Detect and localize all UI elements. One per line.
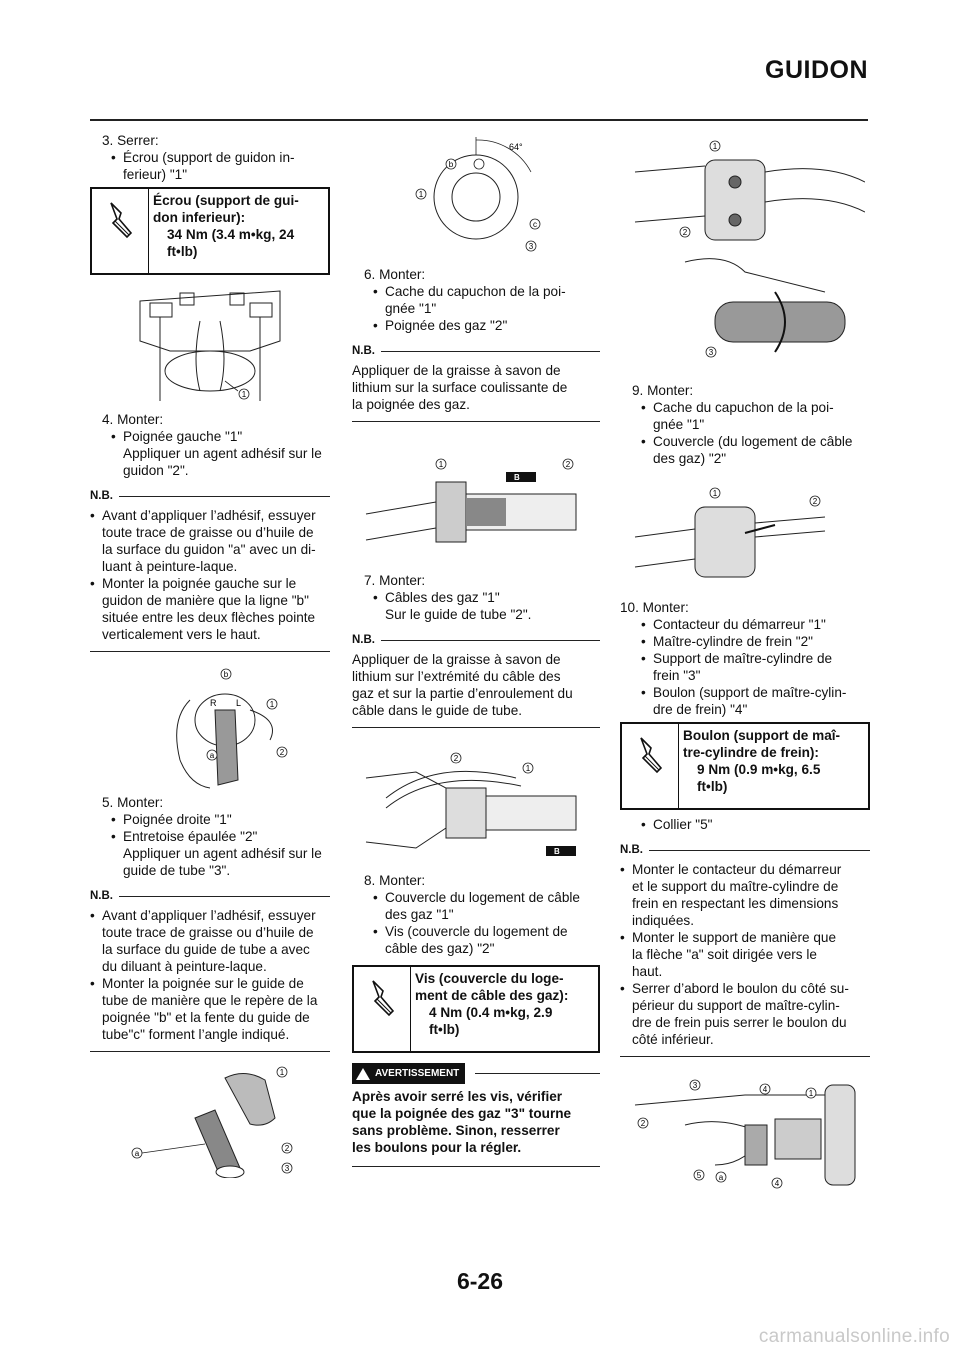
figure-cable-housing <box>625 132 865 252</box>
callout-1: 1 <box>241 390 247 399</box>
mark-l: L <box>236 698 242 708</box>
callout-2: 2 <box>640 1119 646 1128</box>
torque-wrench-icon <box>103 199 137 241</box>
callout-2: 2 <box>812 497 818 506</box>
warning-header <box>352 1063 600 1084</box>
step-10-bullet-3: • Support de maître-cylindre de frein "3" <box>632 650 870 684</box>
callout-a: a <box>134 1149 140 1158</box>
callout-2: 2 <box>565 460 571 469</box>
note-1: N.B. • Avant d’appliquer l’adhésif, essuyer toute trace de graisse ou d’huile de la surface du guidon "a" avec un di- luant à peinture-laque. • Monter la poignée gauche sur le guidon de manière que la ligne "b" située entre les deux flèches pointe verticalement vers le haut. <box>90 488 330 652</box>
step-10-bullet-2: • Maître-cylindre de frein "2" <box>632 633 870 650</box>
callout-1: 1 <box>712 142 718 151</box>
callout-3: 3 <box>692 1081 698 1090</box>
grease-b-label: B <box>514 473 520 482</box>
step-10-bullet-5: • Collier "5" <box>632 816 870 833</box>
figure-right-grip <box>125 1058 295 1178</box>
note-5: N.B. • Monter le contacteur du démarreur et le support du maître-cylindre de frein en respectant les dimensions indiquées. • Monter le support de manière que la flèche "a" soit dirigée vers le haut. • Serrer d’abord le boulon du côté su- périeur du support de maître-cylin- dre de frein puis serrer le boulon du côté inférieur. <box>620 842 870 1057</box>
callout-1: 1 <box>438 460 444 469</box>
step-3-title: 3. Serrer: <box>102 133 159 148</box>
step-9-title: 9. Monter: <box>632 383 694 398</box>
column-1 <box>90 132 330 1178</box>
step-4-sub: Appliquer un agent adhésif sur le guidon "2". <box>123 446 322 478</box>
column-3 <box>620 132 870 1193</box>
warning-icon <box>356 1068 370 1080</box>
callout-c: c <box>533 220 537 229</box>
callout-b: b <box>223 670 229 679</box>
callout-4: 4 <box>762 1085 768 1094</box>
figure-left-grip <box>130 660 290 790</box>
torque-wrench-icon <box>633 734 667 776</box>
step-4-title: 4. Monter: <box>102 412 164 427</box>
step-6-bullet-2: • Poignée des gaz "2" <box>364 317 600 334</box>
callout-2: 2 <box>279 748 285 757</box>
callout-1: 1 <box>808 1089 814 1098</box>
step-8-title: 8. Monter: <box>364 873 426 888</box>
callout-2: 2 <box>682 228 688 237</box>
callout-1: 1 <box>712 489 718 498</box>
step-6-bullet-1: • Cache du capuchon de la poi- gnée "1" <box>364 283 600 317</box>
grease-b-label: B <box>554 847 560 856</box>
step-10-bullet-1: • Contacteur du démarreur "1" <box>632 616 870 633</box>
step-5-bullet-2: • Entretoise épaulée "2" <box>102 828 330 845</box>
torque-box-1: Écrou (support de gui- don inferieur): 34 Nm (3.4 m•kg, 24 ft•lb) <box>90 187 330 275</box>
figure-housing-cover <box>625 477 865 595</box>
step-5-title: 5. Monter: <box>102 795 164 810</box>
callout-1: 1 <box>525 764 531 773</box>
note-label: N.B. <box>90 490 113 502</box>
callout-4b: 4 <box>774 1179 780 1188</box>
callout-a: a <box>718 1173 724 1182</box>
angle-label: 64° <box>509 142 523 152</box>
page-number: 6-26 <box>456 1268 504 1294</box>
step-10-title: 10. Monter: <box>620 600 689 615</box>
step-7-title: 7. Monter: <box>364 573 426 588</box>
callout-a: a <box>209 751 215 760</box>
callout-1: 1 <box>418 190 424 199</box>
mark-r: R <box>210 698 217 708</box>
column-2 <box>352 132 600 1167</box>
callout-3: 3 <box>284 1164 290 1173</box>
step-6-title: 6. Monter: <box>364 267 426 282</box>
note-2: N.B. • Avant d’appliquer l’adhésif, essuyer toute trace de graisse ou d’huile de la surface du guide de tube a avec du diluant à peinture-laque. • Monter la poignée sur le guide de tube de manière que le repère de la poignée "b" et la fente du guide de tube"c" forment l’angle indiqué. <box>90 888 330 1052</box>
header-rule <box>90 119 868 121</box>
figure-throttle-rotation <box>625 252 865 376</box>
callout-5: 5 <box>696 1171 702 1180</box>
warning-label: AVERTISSEMENT <box>375 1068 460 1079</box>
warning-text: Après avoir serré les vis, vérifier que la poignée des gaz "3" tourne sans problème. Sinon, resserrer les boulons pour la régler. <box>352 1089 572 1155</box>
step-8-bullet-2: • Vis (couvercle du logement de câble des gaz) "2" <box>364 923 600 957</box>
step-4-bullet: • Poignée gauche "1" <box>102 428 330 445</box>
torque-box-3: Boulon (support de maî- tre-cylindre de frein): 9 Nm (0.9 m•kg, 6.5 ft•lb) <box>620 722 870 810</box>
callout-1: 1 <box>269 700 275 709</box>
callout-3: 3 <box>708 348 714 357</box>
step-8-bullet-1: • Couvercle du logement de câble des gaz "1" <box>364 889 600 923</box>
callout-2: 2 <box>453 754 459 763</box>
figure-steering-nut <box>130 281 290 405</box>
figure-throttle-grip <box>356 432 596 566</box>
step-5-sub: Appliquer un agent adhésif sur le guide de tube "3". <box>123 846 322 878</box>
step-9-bullet-1: • Cache du capuchon de la poi- gnée "1" <box>632 399 870 433</box>
page-title: GUIDON <box>765 56 868 84</box>
callout-b: b <box>448 160 454 169</box>
step-9-bullet-2: • Couvercle (du logement de câble des gaz) "2" <box>632 433 870 467</box>
watermark: carmanualsonline.info <box>758 1326 950 1347</box>
step-3-bullet: • Écrou (support de guidon in- ferieur) "1" <box>102 149 330 183</box>
figure-grip-angle <box>391 132 561 260</box>
callout-3: 3 <box>528 242 534 251</box>
callout-1: 1 <box>279 1068 285 1077</box>
note-3: N.B. Appliquer de la graisse à savon de lithium sur la surface coulissante de la poignée des gaz. <box>352 343 600 422</box>
step-10-bullet-4: • Boulon (support de maître-cylin- dre de frein) "4" <box>632 684 870 718</box>
figure-throttle-cable <box>356 738 596 868</box>
step-7-sub: Sur le guide de tube "2". <box>385 607 532 622</box>
callout-2: 2 <box>284 1144 290 1153</box>
torque-box-2: Vis (couvercle du loge- ment de câble des gaz): 4 Nm (0.4 m•kg, 2.9 ft•lb) <box>352 965 600 1053</box>
step-5-bullet-1: • Poignée droite "1" <box>102 811 330 828</box>
figure-brake-master <box>625 1065 865 1193</box>
torque-wrench-icon <box>365 977 399 1019</box>
note-4: N.B. Appliquer de la graisse à savon de lithium sur l’extrémité du câble des gaz et sur la partie d’enroulement du câble dans le guide de tube. <box>352 632 600 728</box>
step-7-bullet: • Câbles des gaz "1" <box>364 589 600 606</box>
